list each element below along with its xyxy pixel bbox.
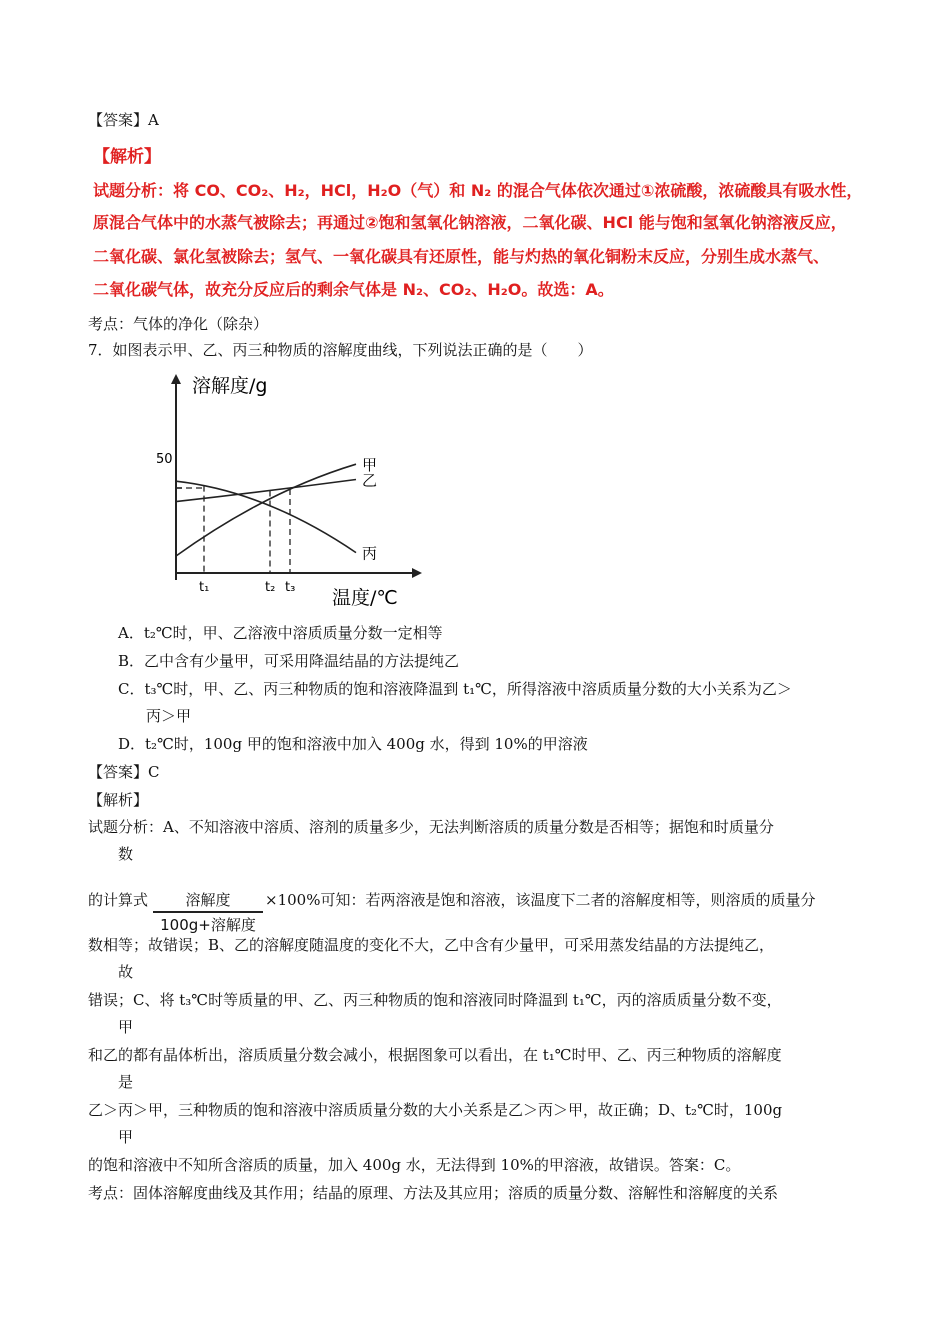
x-tick-label-1: t₂ <box>265 580 276 595</box>
x-tick-label-2: t₃ <box>285 580 296 595</box>
series-line-1 <box>176 480 356 502</box>
analysis-2-line-1-wrap: 数 <box>118 845 134 863</box>
analysis-2-line-7: 的饱和溶液中不知所含溶质的质量，加入 400g 水，无法得到 10%的甲溶液，故错误。答案：C。 <box>88 1156 741 1174</box>
option-c: C．t₃℃时，甲、乙、丙三种物质的饱和溶液降温到 t₁℃，所得溶液中溶质质量分数的大小关系为乙＞ <box>118 680 792 698</box>
series-line-2 <box>176 481 356 552</box>
kaodian-1: 考点：气体的净化（除杂） <box>88 315 269 333</box>
analysis-2-line-5-wrap: 是 <box>118 1073 134 1091</box>
analysis-1-heading: 【解析】 <box>93 147 161 167</box>
option-d: D．t₂℃时，100g 甲的饱和溶液中加入 400g 水，得到 10%的甲溶液 <box>118 735 588 753</box>
question-7: 7．如图表示甲、乙、丙三种物质的溶解度曲线，下列说法正确的是（ ） <box>88 341 593 359</box>
kaodian-2: 考点：固体溶解度曲线及其作用；结晶的原理、方法及其应用；溶质的质量分数、溶解性和溶解度的关系 <box>88 1184 779 1202</box>
analysis-2-line-2-start: 的计算式 <box>88 891 149 909</box>
series-label-2: 丙 <box>362 544 378 563</box>
analysis-2-line-2-end: ×100%可知：若两溶液是饱和溶液，该温度下二者的溶解度相等，则溶质的质量分 <box>265 891 816 909</box>
analysis-2-line-3-wrap: 故 <box>118 963 134 981</box>
answer-2: 【答案】C <box>88 763 160 781</box>
analysis-1-line-3: 二氧化碳、氯化氢被除去；氢气、一氧化碳具有还原性，能与灼热的氧化铜粉末反应，分别生成水蒸气、 <box>93 247 830 266</box>
x-axis-arrow <box>412 568 422 578</box>
analysis-2-line-4-wrap: 甲 <box>118 1018 134 1036</box>
fraction-numerator: 溶解度 <box>153 889 263 913</box>
option-a: A．t₂℃时，甲、乙溶液中溶质质量分数一定相等 <box>118 624 443 642</box>
solubility-chart <box>156 372 432 609</box>
x-tick-label-0: t₁ <box>199 580 210 595</box>
series-label-1: 乙 <box>362 471 378 490</box>
x-axis-label: 温度/℃ <box>332 587 398 609</box>
y-axis-label: 溶解度/g <box>192 375 268 397</box>
analysis-1-line-4: 二氧化碳气体，故充分反应后的剩余气体是 N₂、CO₂、H₂O。故选：A。 <box>93 280 614 299</box>
analysis-2-line-5: 和乙的都有晶体析出，溶质质量分数会减小，根据图象可以看出，在 t₁℃时甲、乙、丙三种物质的溶解度 <box>88 1046 782 1064</box>
analysis-2-line-6: 乙＞丙＞甲，三种物质的饱和溶液中溶质质量分数的大小关系是乙＞丙＞甲，故正确；D、t₂℃时，100g <box>88 1101 783 1119</box>
solubility-fraction <box>153 889 263 935</box>
option-b: B．乙中含有少量甲，可采用降温结晶的方法提纯乙 <box>118 652 460 670</box>
analysis-1-line-2: 原混合气体中的水蒸气被除去；再通过②饱和氢氧化钠溶液，二氧化碳、HCl 能与饱和氢氧化钠溶液反应， <box>93 213 847 232</box>
option-c-cont: 丙＞甲 <box>146 707 192 725</box>
series-label-0: 甲 <box>362 456 378 475</box>
analysis-2-line-6-wrap: 甲 <box>118 1128 134 1146</box>
y-axis-arrow <box>171 374 181 384</box>
answer-1: 【答案】A <box>88 111 159 129</box>
analysis-2-heading: 【解析】 <box>88 791 149 809</box>
fraction-denominator: 100g+溶解度 <box>160 916 256 934</box>
analysis-2-line-4: 错误；C、将 t₃℃时等质量的甲、乙、丙三种物质的饱和溶液同时降温到 t₁℃，丙的溶质质量分数不变， <box>88 991 782 1009</box>
analysis-2-line-1: 试题分析：A、不知溶液中溶质、溶剂的质量多少，无法判断溶质的质量分数是否相等；据饱和时质量分 <box>88 818 774 836</box>
analysis-1-line-1: 试题分析：将 CO、CO₂、H₂，HCl，H₂O（气）和 N₂ 的混合气体依次通过①浓硫酸，浓硫酸具有吸水性， <box>93 181 863 200</box>
analysis-2-line-3: 数相等；故错误；B、乙的溶解度随温度的变化不大，乙中含有少量甲，可采用蒸发结晶的方法提纯乙， <box>88 936 775 954</box>
y-tick-50: 50 <box>156 452 173 467</box>
series-line-0 <box>176 464 356 556</box>
